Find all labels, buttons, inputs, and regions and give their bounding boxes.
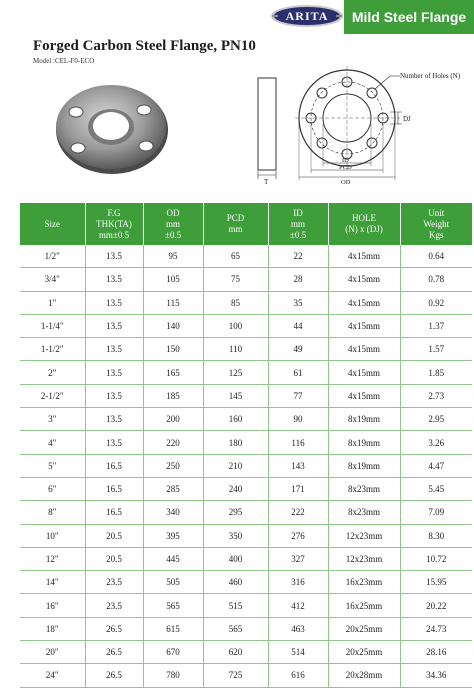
table-row [20,454,472,477]
table-row [20,268,472,291]
category-title: Mild Steel Flange [351,9,467,25]
cell-size: 3" [20,408,85,431]
cell-size: 20" [20,641,85,664]
cell-hole: 8x23mm [328,477,400,500]
cell-id: 222 [268,501,328,524]
cell-pcd: 460 [203,571,268,594]
cell-weight: 2.95 [400,408,472,431]
cell-weight: 7.09 [400,501,472,524]
cell-od: 395 [143,524,203,547]
cell-id: 463 [268,617,328,640]
cell-thickness: 16.5 [85,454,143,477]
cell-hole: 4x15mm [328,361,400,384]
col-header-weight: Unit Weight Kgs [400,203,472,245]
table-row [20,617,472,640]
cell-weight: 1.57 [400,338,472,361]
cell-id: 514 [268,641,328,664]
cell-pcd: 75 [203,268,268,291]
cell-size: 24" [20,664,85,687]
cell-hole: 20x25mm [328,641,400,664]
cell-id: 327 [268,547,328,570]
cell-hole: 16x23mm [328,571,400,594]
cell-weight: 1.85 [400,361,472,384]
table-row [20,361,472,384]
cell-hole: 8x19mm [328,431,400,454]
cell-thickness: 13.5 [85,338,143,361]
cell-pcd: 210 [203,454,268,477]
col-header-size: Size [20,203,85,245]
cell-od: 505 [143,571,203,594]
cell-weight: 34.36 [400,664,472,687]
cell-size: 10" [20,524,85,547]
cell-od: 95 [143,245,203,268]
table-row [20,338,472,361]
cell-size: 1" [20,291,85,314]
col-header-od: OD mm ±0.5 [143,203,203,245]
cell-thickness: 13.5 [85,408,143,431]
cell-pcd: 65 [203,245,268,268]
cell-hole: 4x15mm [328,338,400,361]
label-number-of-holes: Number of Holes (N) [400,72,461,80]
cell-thickness: 13.5 [85,291,143,314]
cell-hole: 4x15mm [328,291,400,314]
cell-od: 445 [143,547,203,570]
cell-id: 143 [268,454,328,477]
cell-thickness: 13.5 [85,268,143,291]
cell-od: 670 [143,641,203,664]
flange-technical-drawing [250,64,470,189]
cell-od: 150 [143,338,203,361]
cell-id: 61 [268,361,328,384]
cell-od: 565 [143,594,203,617]
cell-size: 8" [20,501,85,524]
cell-weight: 0.78 [400,268,472,291]
cell-id: 90 [268,408,328,431]
cell-od: 200 [143,408,203,431]
cell-weight: 0.64 [400,245,472,268]
table-row [20,594,472,617]
table-row [20,571,472,594]
cell-id: 171 [268,477,328,500]
cell-weight: 1.37 [400,314,472,337]
cell-thickness: 13.5 [85,384,143,407]
cell-thickness: 16.5 [85,477,143,500]
cell-size: 1/2" [20,245,85,268]
cell-od: 340 [143,501,203,524]
cell-weight: 20.22 [400,594,472,617]
cell-pcd: 565 [203,617,268,640]
cell-hole: 8x19mm [328,454,400,477]
cell-pcd: 110 [203,338,268,361]
cell-thickness: 26.5 [85,664,143,687]
table-row [20,524,472,547]
cell-pcd: 350 [203,524,268,547]
table-row [20,477,472,500]
cell-hole: 4x15mm [328,245,400,268]
cell-thickness: 13.5 [85,431,143,454]
table-row [20,664,472,687]
cell-thickness: 16.5 [85,501,143,524]
cell-hole: 16x25mm [328,594,400,617]
cell-thickness: 13.5 [85,361,143,384]
cell-pcd: 400 [203,547,268,570]
table-row [20,245,472,268]
cell-pcd: 85 [203,291,268,314]
table-row [20,408,472,431]
label-pcd: PCD [339,164,352,171]
cell-hole: 12x23mm [328,524,400,547]
cell-weight: 3.26 [400,431,472,454]
table-row [20,314,472,337]
cell-pcd: 145 [203,384,268,407]
cell-hole: 4x15mm [328,314,400,337]
logo-text: ARITA [285,9,329,23]
col-header-id: ID mm ±0.5 [268,203,328,245]
category-banner [344,0,474,34]
col-header-hole: HOLE (N) x (DJ) [328,203,400,245]
cell-size: 2-1/2" [20,384,85,407]
flange-photo [52,78,170,178]
cell-thickness: 20.5 [85,547,143,570]
brand-logo [270,4,344,28]
cell-id: 49 [268,338,328,361]
label-dj: DJ [403,115,411,123]
cell-pcd: 725 [203,664,268,687]
cell-pcd: 180 [203,431,268,454]
cell-id: 77 [268,384,328,407]
cell-thickness: 26.5 [85,641,143,664]
cell-hole: 20x25mm [328,617,400,640]
cell-id: 22 [268,245,328,268]
cell-od: 115 [143,291,203,314]
cell-hole: 4x15mm [328,268,400,291]
cell-weight: 24.73 [400,617,472,640]
label-od: OD [341,179,351,186]
cell-od: 615 [143,617,203,640]
cell-weight: 28.16 [400,641,472,664]
cell-pcd: 125 [203,361,268,384]
table-row [20,641,472,664]
cell-od: 250 [143,454,203,477]
cell-hole: 8x23mm [328,501,400,524]
product-title: Forged Carbon Steel Flange, PN10 [33,38,256,54]
cell-hole: 12x23mm [328,547,400,570]
table-row [20,384,472,407]
cell-hole: 20x28mm [328,664,400,687]
cell-weight: 15.95 [400,571,472,594]
col-header-pcd: PCD mm [203,203,268,245]
cell-weight: 2.73 [400,384,472,407]
cell-size: 1-1/2" [20,338,85,361]
cell-pcd: 295 [203,501,268,524]
table-row [20,501,472,524]
cell-thickness: 23.5 [85,571,143,594]
cell-weight: 10.72 [400,547,472,570]
cell-pcd: 160 [203,408,268,431]
cell-size: 16" [20,594,85,617]
cell-od: 105 [143,268,203,291]
label-t: T [264,178,269,186]
cell-thickness: 20.5 [85,524,143,547]
cell-thickness: 26.5 [85,617,143,640]
page-header [0,0,474,34]
cell-size: 12" [20,547,85,570]
cell-weight: 5.45 [400,477,472,500]
cell-size: 14" [20,571,85,594]
cell-od: 165 [143,361,203,384]
flange-spec-table [20,203,472,688]
cell-thickness: 23.5 [85,594,143,617]
table-row [20,431,472,454]
cell-od: 285 [143,477,203,500]
cell-pcd: 240 [203,477,268,500]
cell-thickness: 13.5 [85,314,143,337]
cell-id: 616 [268,664,328,687]
model-number: Model :CEL-F0-ECO [33,57,95,65]
cell-pcd: 100 [203,314,268,337]
cell-size: 2" [20,361,85,384]
cell-size: 5" [20,454,85,477]
cell-pcd: 515 [203,594,268,617]
cell-thickness: 13.5 [85,245,143,268]
cell-id: 316 [268,571,328,594]
cell-id: 276 [268,524,328,547]
col-header-thickness: F.G THK(TA) mm±0.5 [85,203,143,245]
cell-id: 44 [268,314,328,337]
table-header-row [20,203,472,245]
cell-id: 412 [268,594,328,617]
cell-weight: 8.30 [400,524,472,547]
cell-hole: 4x15mm [328,384,400,407]
cell-size: 6" [20,477,85,500]
cell-od: 185 [143,384,203,407]
cell-size: 1-1/4" [20,314,85,337]
cell-id: 116 [268,431,328,454]
label-id: ID [342,157,349,164]
cell-size: 4" [20,431,85,454]
cell-hole: 8x19mm [328,408,400,431]
cell-weight: 0.92 [400,291,472,314]
table-row [20,291,472,314]
cell-size: 18" [20,617,85,640]
cell-weight: 4.47 [400,454,472,477]
cell-od: 780 [143,664,203,687]
cell-od: 220 [143,431,203,454]
cell-od: 140 [143,314,203,337]
cell-pcd: 620 [203,641,268,664]
table-row [20,547,472,570]
cell-id: 28 [268,268,328,291]
cell-id: 35 [268,291,328,314]
cell-size: 3/4" [20,268,85,291]
